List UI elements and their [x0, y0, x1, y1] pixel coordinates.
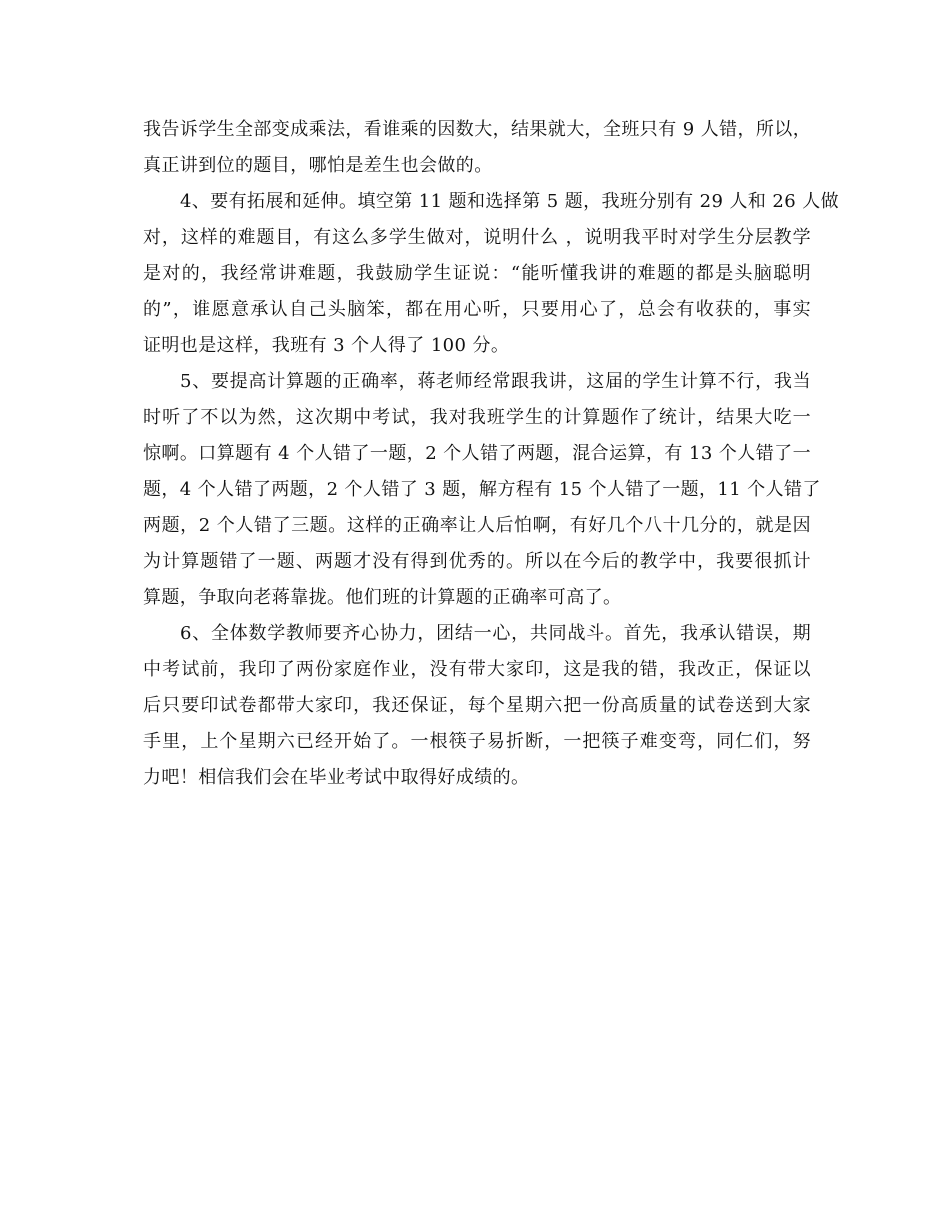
text-line: 题，4 个人错了两题，2 个人错了 3 题，解方程有 15 个人错了一题，11 个人错了: [143, 479, 821, 500]
text-line: 为计算题错了一题、两题才没有得到优秀的。所以在今后的教学中，我要很抓计: [143, 551, 811, 572]
text-line: 力吧！相信我们会在毕业考试中取得好成绩的。: [143, 767, 530, 788]
paragraph-2: [143, 184, 839, 364]
text-line: 惊啊。口算题有 4 个人错了一题，2 个人错了两题，混合运算，有 13 个人错了一: [143, 443, 811, 464]
paragraph-1: [143, 112, 811, 184]
text-line: 算题，争取向老蒋靠拢。他们班的计算题的正确率可高了。: [143, 587, 622, 608]
document-body: [143, 112, 839, 796]
text-line: 的”，谁愿意承认自己头脑笨，都在用心听，只要用心了，总会有收获的，事实: [143, 299, 811, 320]
text-line: 证明也是这样，我班有 3 个人得了 100 分。: [143, 335, 510, 356]
text-line: 我告诉学生全部变成乘法，看谁乘的因数大，结果就大，全班只有 9 人错，所以，: [143, 119, 812, 140]
text-line: 手里，上个星期六已经开始了。一根筷子易折断，一把筷子难变弯，同仁们，努: [143, 731, 811, 752]
text-line: 5、要提高计算题的正确率，蒋老师经常跟我讲，这届的学生计算不行，我当: [180, 371, 811, 392]
text-line: 后只要印试卷都带大家印，我还保证，每个星期六把一份高质量的试卷送到大家: [143, 695, 811, 716]
text-line: 4、要有拓展和延伸。填空第 11 题和选择第 5 题，我班分别有 29 人和 26 人做: [180, 191, 839, 212]
text-line: 真正讲到位的题目，哪怕是差生也会做的。: [143, 155, 493, 176]
text-line: 时听了不以为然，这次期中考试，我对我班学生的计算题作了统计，结果大吃一: [143, 407, 811, 428]
text-line: 是对的，我经常讲难题，我鼓励学生证说：“能听懂我讲的难题的都是头脑聪明: [143, 263, 811, 284]
text-line: 两题，2 个人错了三题。这样的正确率让人后怕啊，有好几个八十几分的，就是因: [143, 515, 811, 536]
text-line: 6、全体数学教师要齐心协力，团结一心，共同战斗。首先，我承认错误，期: [180, 623, 811, 644]
text-line: 中考试前，我印了两份家庭作业，没有带大家印，这是我的错，我改正，保证以: [143, 659, 811, 680]
paragraph-3: [143, 364, 821, 616]
paragraph-4: [143, 616, 811, 796]
text-line: 对，这样的难题目，有这么多学生做对，说明什么 ，说明我平时对学生分层教学: [143, 227, 811, 248]
